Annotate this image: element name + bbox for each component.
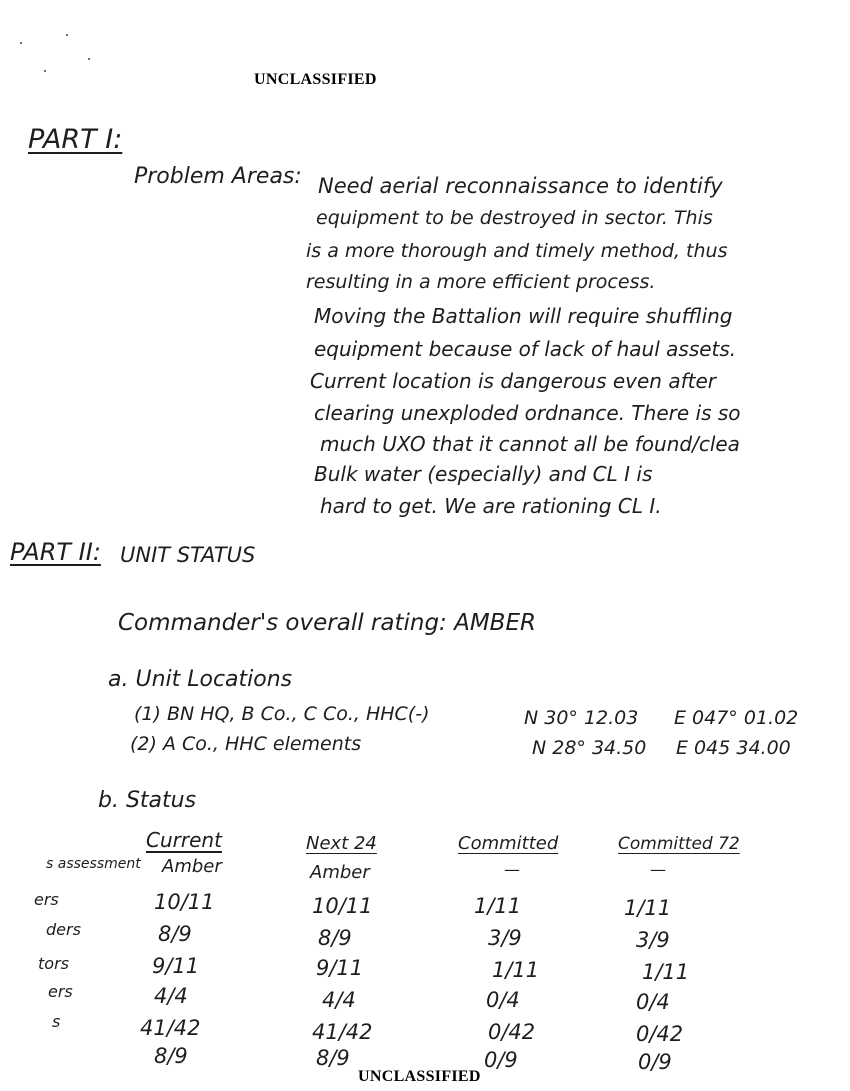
status-cell: 8/9 (316, 1046, 350, 1070)
status-cell: 41/42 (312, 1020, 373, 1044)
classification-bottom: UNCLASSIFIED (358, 1068, 481, 1085)
problem-line-8: clearing unexploded ordnance. There is so (314, 401, 741, 425)
part2-heading-rest: UNIT STATUS (120, 543, 256, 567)
status-cell: — (650, 860, 666, 879)
status-cell: 8/9 (318, 926, 352, 950)
status-header-next24: Next 24 (306, 833, 377, 854)
status-cell: 10/11 (154, 890, 215, 914)
problem-line-2: equipment to be destroyed in sector. This (316, 207, 713, 229)
status-cell: Amber (310, 862, 370, 883)
classification-top: UNCLASSIFIED (254, 71, 377, 88)
status-row-label: tors (38, 954, 69, 973)
status-header-current: Current (146, 828, 222, 852)
problem-line-5: Moving the Battalion will require shuffling (314, 304, 733, 328)
status-cell: 4/4 (154, 984, 188, 1008)
scan-speck (44, 70, 46, 72)
status-cell: 3/9 (488, 926, 522, 950)
status-header-committed72: Committed 72 (618, 834, 740, 854)
commander-rating: Commander's overall rating: AMBER (118, 610, 536, 636)
status-cell: 8/9 (154, 1044, 188, 1068)
part2-heading: PART II: (10, 538, 101, 566)
scan-speck (66, 34, 68, 36)
status-cell: 0/42 (488, 1020, 536, 1044)
status-cell: 41/42 (140, 1016, 201, 1040)
status-header-committed: Committed (458, 833, 559, 854)
problem-line-1: Need aerial reconnaissance to identify (318, 174, 723, 198)
status-cell: 4/4 (322, 988, 356, 1012)
status-cell: 1/11 (642, 960, 690, 984)
location-2-label: (2) A Co., HHC elements (130, 733, 362, 755)
status-cell: 3/9 (636, 928, 670, 952)
status-row-label: ders (46, 920, 81, 939)
scan-speck (88, 58, 90, 60)
status-cell: 9/11 (316, 956, 364, 980)
status-row-label: ers (34, 890, 59, 909)
status-row-label: ers (48, 982, 73, 1001)
problem-line-11: hard to get. We are rationing CL I. (320, 494, 662, 518)
status-cell: 0/4 (486, 988, 520, 1012)
part1-heading: PART I: (28, 124, 123, 155)
status-cell: 1/11 (492, 958, 540, 982)
status-cell: 8/9 (158, 922, 192, 946)
status-cell: 1/11 (474, 894, 522, 918)
problem-line-3: is a more thorough and timely method, thus (306, 240, 728, 262)
status-cell: 0/4 (636, 990, 670, 1014)
location-1-east: E 047° 01.02 (674, 707, 799, 729)
unit-locations-title: a. Unit Locations (108, 667, 293, 692)
status-row-label: s assessment (46, 856, 141, 872)
status-cell: 1/11 (624, 896, 672, 920)
status-title: b. Status (98, 788, 197, 813)
status-cell: — (504, 860, 520, 879)
status-cell: Amber (162, 856, 222, 877)
problem-line-4: resulting in a more efficient process. (306, 271, 656, 293)
problem-line-6: equipment because of lack of haul assets. (314, 337, 737, 361)
location-1-north: N 30° 12.03 (524, 707, 639, 729)
status-cell: 0/42 (636, 1022, 684, 1046)
status-row-label: s (52, 1012, 61, 1031)
location-2-east: E 045 34.00 (676, 737, 791, 759)
status-cell: 0/9 (484, 1048, 518, 1072)
location-2-north: N 28° 34.50 (532, 737, 647, 759)
problem-line-9: much UXO that it cannot all be found/clea (320, 432, 740, 456)
status-cell: 9/11 (152, 954, 200, 978)
problem-line-10: Bulk water (especially) and CL I is (314, 462, 653, 486)
status-cell: 10/11 (312, 894, 373, 918)
scan-speck (20, 42, 22, 44)
location-1-label: (1) BN HQ, B Co., C Co., HHC(-) (134, 703, 430, 725)
problem-areas-label: Problem Areas: (134, 164, 302, 189)
problem-line-7: Current location is dangerous even after (310, 369, 716, 393)
status-cell: 0/9 (638, 1050, 672, 1074)
